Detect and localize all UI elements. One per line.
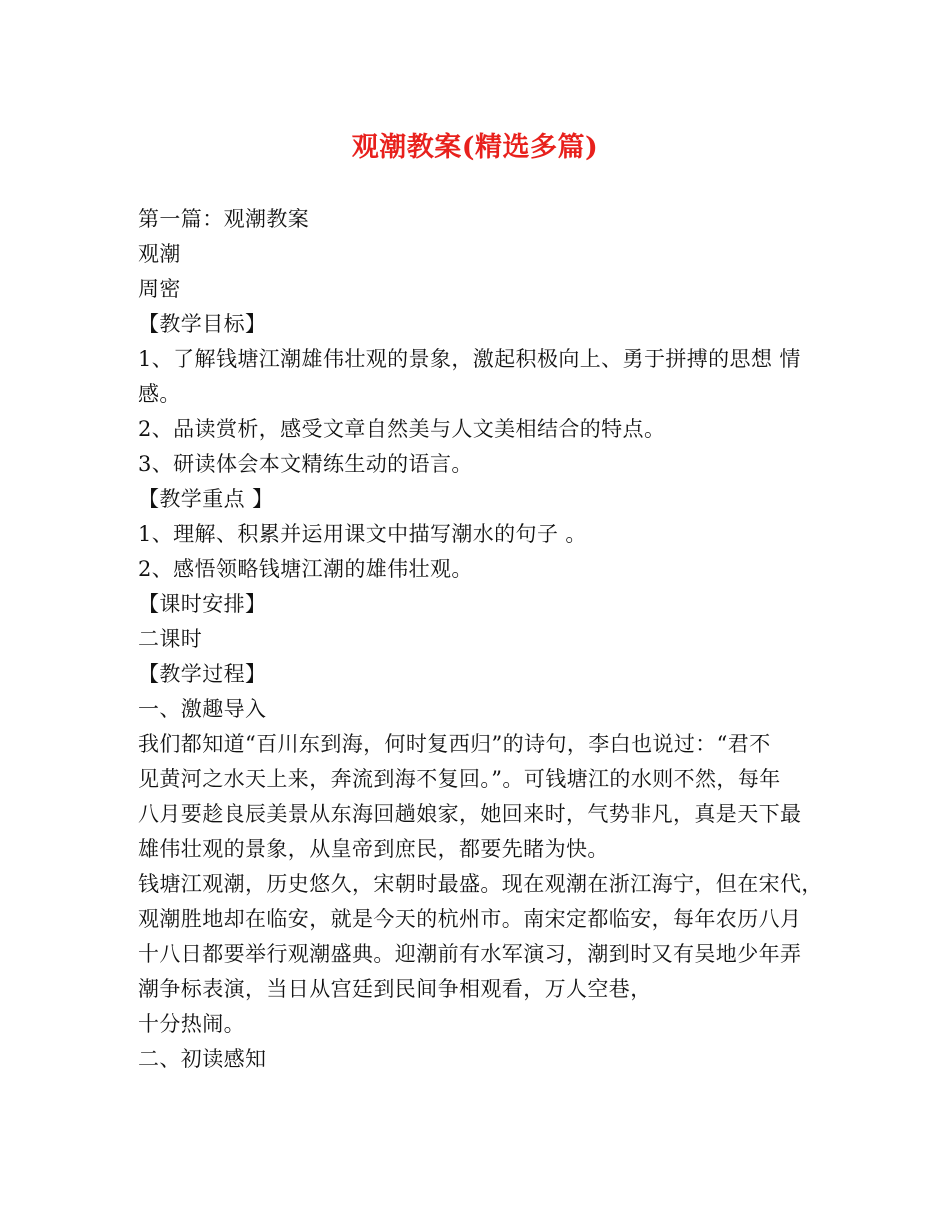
paragraph-line: 观潮胜地却在临安，就是今天的杭州市。南宋定都临安，每年农历八月 bbox=[138, 907, 802, 931]
goal-item-1-continued: 感。 bbox=[138, 382, 181, 406]
paragraph-line: 雄伟壮观的景象，从皇帝到庶民，都要先睹为快。 bbox=[138, 837, 609, 861]
subheading-schedule: 【课时安排】 bbox=[138, 592, 267, 616]
paragraph-line: 潮争标表演，当日从宫廷到民间争相观看，万人空巷， bbox=[138, 977, 652, 1001]
goal-item-2: 2、品读赏析，感受文章自然美与人文美相结合的特点。 bbox=[138, 417, 666, 441]
paragraph-line: 十分热闹。 bbox=[138, 1012, 245, 1036]
author-line: 周密 bbox=[138, 277, 181, 301]
subheading-teaching-goals: 【教学目标】 bbox=[138, 312, 267, 336]
key-point-1: 1、理解、积累并运用课文中描写潮水的句子 。 bbox=[138, 522, 587, 546]
paragraph-line: 见黄河之水天上来，奔流到海不复回。”。可钱塘江的水则不然，每年 bbox=[138, 767, 781, 791]
document-title: 观潮教案(精选多篇) bbox=[351, 132, 599, 163]
paragraph-line: 钱塘江观潮，历史悠久，宋朝时最盛。现在观潮在浙江海宁，但在宋代， bbox=[138, 872, 823, 896]
paragraph-line: 八月要趁良辰美景从东海回趟娘家，她回来时，气势非凡，真是天下最 bbox=[138, 802, 802, 826]
section-heading: 第一篇：观潮教案 bbox=[138, 207, 310, 231]
document-body bbox=[138, 202, 828, 1077]
goal-item-1: 1、了解钱塘江潮雄伟壮观的景象，激起积极向上、勇于拼搏的思想 情 bbox=[138, 347, 801, 371]
subheading-key-points: 【教学重点 】 bbox=[138, 487, 274, 511]
schedule-value: 二课时 bbox=[138, 627, 203, 651]
key-point-2: 2、感悟领略钱塘江潮的雄伟壮观。 bbox=[138, 557, 473, 581]
subheading-process: 【教学过程】 bbox=[138, 662, 267, 686]
process-step-2: 二、初读感知 bbox=[138, 1047, 267, 1071]
process-step-1: 一、激趣导入 bbox=[138, 697, 267, 721]
goal-item-3: 3、研读体会本文精练生动的语言。 bbox=[138, 452, 473, 476]
paragraph-line: 十八日都要举行观潮盛典。迎潮前有水军演习，潮到时又有吴地少年弄 bbox=[138, 942, 802, 966]
text-title-line: 观潮 bbox=[138, 242, 181, 266]
paragraph-line: 我们都知道“百川东到海，何时复西归”的诗句，李白也说过：“君不 bbox=[138, 732, 771, 756]
